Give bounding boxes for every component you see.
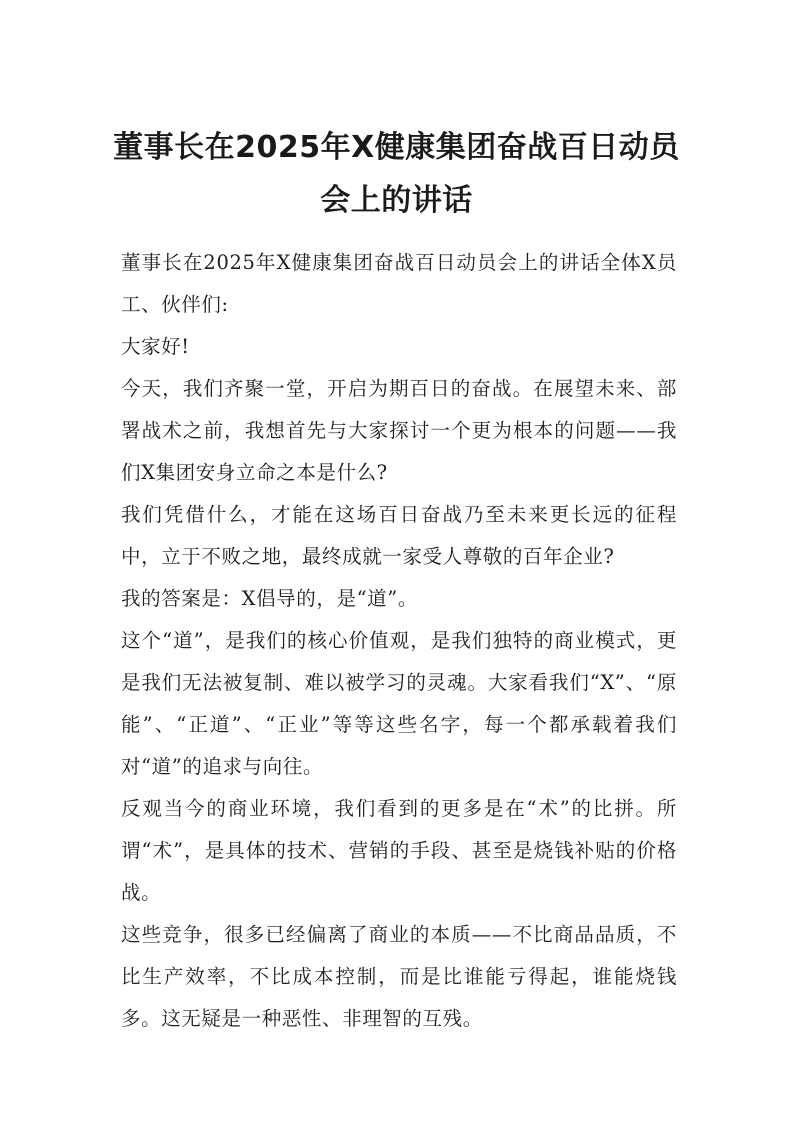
paragraph-intro: 今天，我们齐聚一堂，开启为期百日的奋战。在展望未来、部署战术之前，我想首先与大家探讨一个更为根本的问题——我们X集团安身立命之本是什么?	[121, 377, 677, 484]
document-body	[121, 242, 677, 1040]
paragraph-shu: 反观当今的商业环境，我们看到的更多是在“术”的比拼。所谓“术”，是具体的技术、营销的手段、甚至是烧钱补贴的价格战。	[121, 797, 677, 904]
paragraph-competition: 这些竞争，很多已经偏离了商业的本质——不比商品品质，不比生产效率，不比成本控制，而是比谁能亏得起，谁能烧钱多。这无疑是一种恶性、非理智的互残。	[121, 923, 677, 1030]
paragraph-answer: 我的答案是：X倡导的，是“道”。	[121, 587, 418, 610]
paragraph-greeting: 大家好!	[121, 335, 190, 358]
paragraph-dao: 这个“道”，是我们的核心价值观，是我们独特的商业模式，更是我们无法被复制、难以被学习的灵魂。大家看我们“X”、“原能”、“正道”、“正业”等等这些名字，每一个都承载着我们对“道”的追求与向往。	[121, 629, 677, 778]
paragraph-question: 我们凭借什么，才能在这场百日奋战乃至未来更长远的征程中，立于不败之地，最终成就一家受人尊敬的百年企业?	[121, 503, 677, 568]
paragraph-opening: 董事长在2025年X健康集团奋战百日动员会上的讲话全体X员工、伙伴们:	[121, 251, 677, 316]
document-title: 董事长在2025年X健康集团奋战百日动员会上的讲话	[113, 130, 680, 218]
